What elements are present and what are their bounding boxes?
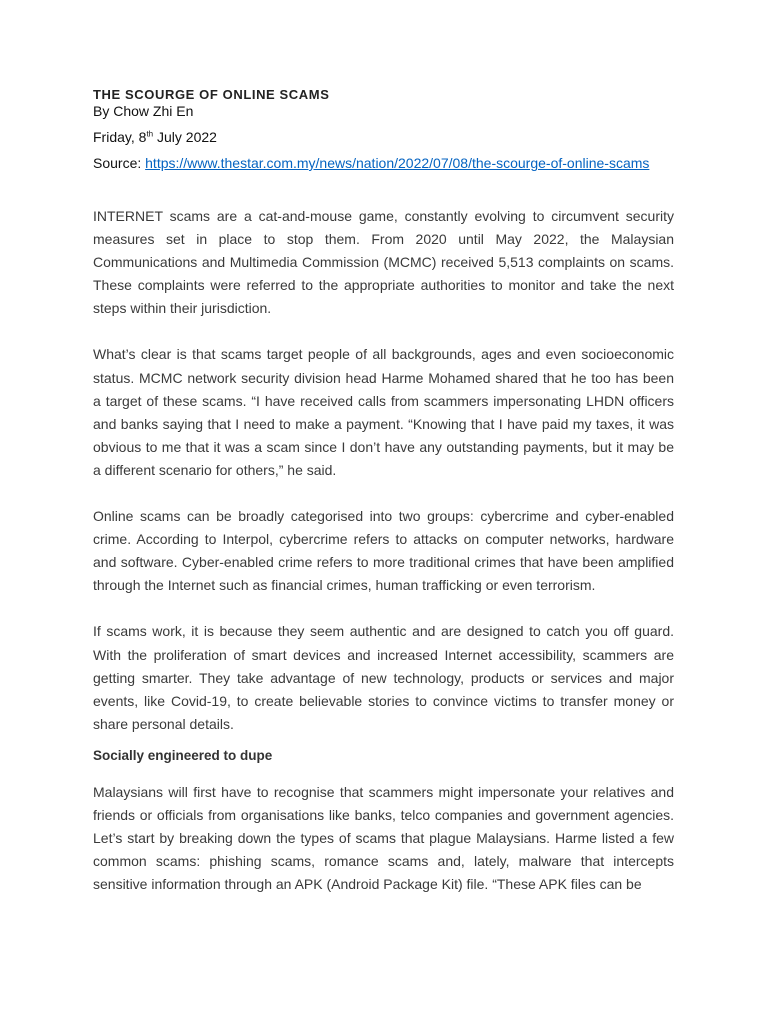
source-link[interactable]: https://www.thestar.com.my/news/nation/2022/07/08/the-scourge-of-online-scams bbox=[145, 155, 650, 171]
article-source bbox=[93, 155, 674, 171]
article-date bbox=[93, 129, 674, 145]
paragraph-5: Malaysians will first have to recognise that scammers might impersonate your relatives and friends or officials from organisations like banks, telco companies and government agencies. Let’s start by breaking down the types of scams that plague Malaysians. Harme listed a few common scams: phishing scams, romance scams and, lately, malware that intercepts sensitive information through an APK (Android Package Kit) file. “These APK files can be bbox=[93, 783, 674, 893]
source-label: Source: bbox=[93, 155, 146, 171]
section-subheading: Socially engineered to dupe bbox=[93, 747, 273, 763]
date-suffix: July 2022 bbox=[153, 129, 217, 145]
article bbox=[93, 87, 674, 896]
article-byline: By Chow Zhi En bbox=[93, 103, 194, 119]
paragraph-1: INTERNET scams are a cat-and-mouse game, constantly evolving to circumvent security measures set in place to stop them. From 2020 until May 2022, the Malaysian Communications and Multimedia Commission (MCMC) received 5,513 complaints on scams. These complaints were referred to the appropriate authorities to monitor and take the next steps within their jurisdiction. bbox=[93, 208, 674, 317]
paragraph-4: If scams work, it is because they seem authentic and are designed to catch you off guard. With the proliferation of smart devices and increased Internet accessibility, scammers are getting smarter. They take advantage of new technology, products or services and major events, like Covid-19, to create believable stories to convince victims to transfer money or share personal details. bbox=[93, 623, 674, 732]
paragraph-3: Online scams can be broadly categorised into two groups: cybercrime and cyber-enabled crime. According to Interpol, cybercrime refers to attacks on computer networks, hardware and software. Cyber-enabled crime refers to more traditional crimes that have been amplified through the Internet such as financial crimes, human trafficking or even terrorism. bbox=[93, 508, 674, 594]
date-ordinal: th bbox=[146, 129, 154, 139]
date-prefix: Friday, 8 bbox=[93, 129, 147, 145]
paragraph-2: What’s clear is that scams target people of all backgrounds, ages and even socioeconomic status. MCMC network security division head Harme Mohamed shared that he too has been a target of these scams. “I have received calls from scammers impersonating LHDN officers and banks saying that I need to make a payment. “Knowing that I have paid my taxes, it was obvious to me that it was a scam since I don’t have any outstanding payments, but it may be a different scenario for others,” he said. bbox=[93, 346, 674, 478]
article-title: THE SCOURGE OF ONLINE SCAMS bbox=[93, 87, 330, 102]
